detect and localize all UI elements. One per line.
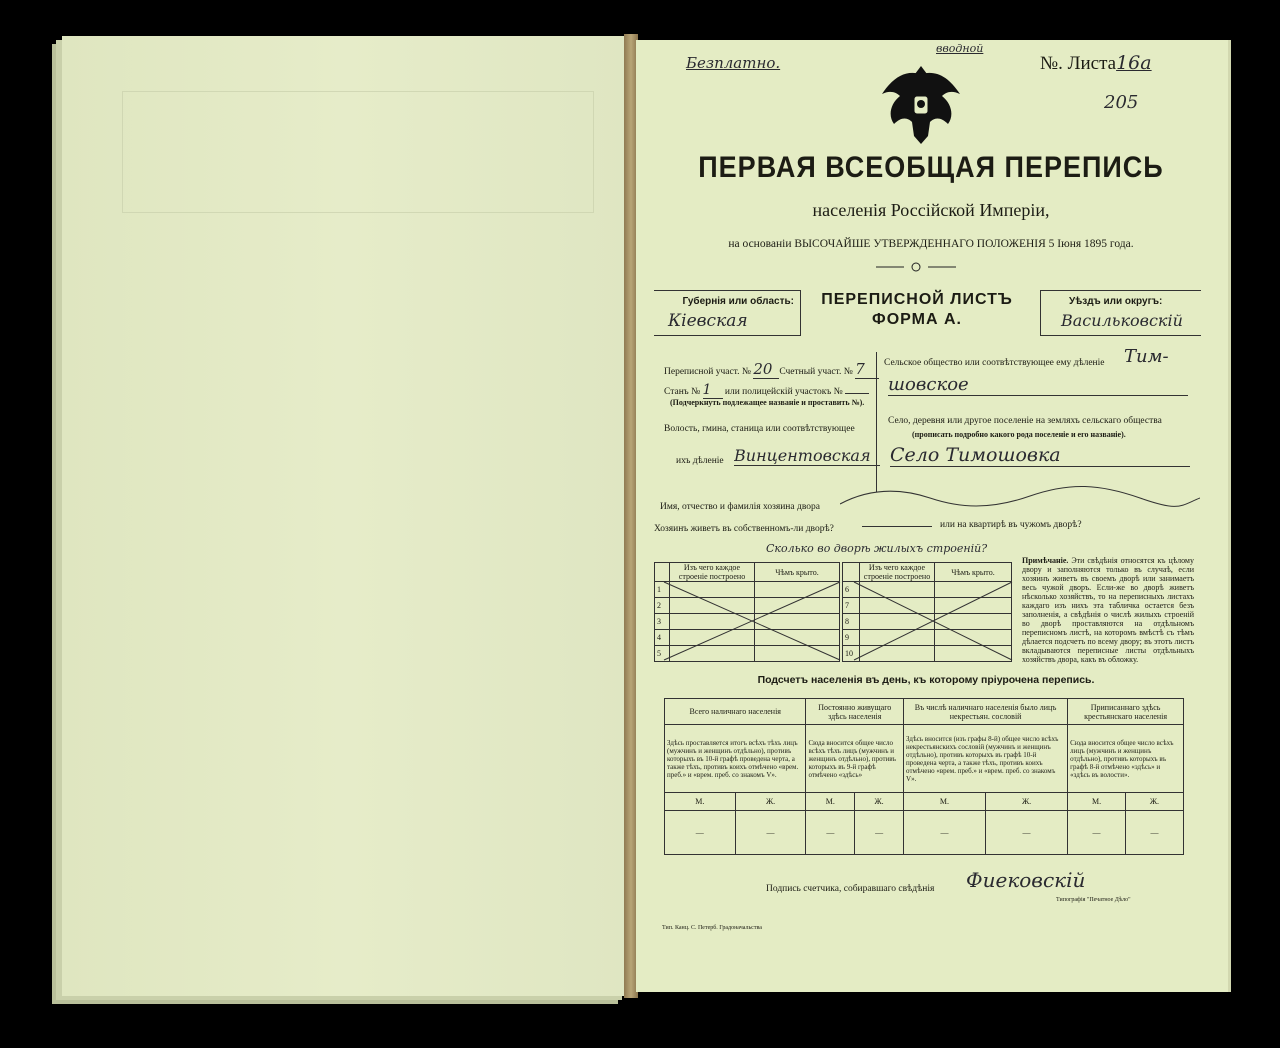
population-count-table [664,698,1184,855]
form-title: ПЕРЕПИСНОЙ ЛИСТЪ [821,291,1013,308]
village-note: (прописать подробно какого рода поселеніе и его названіе). [912,430,1126,439]
signature-label: Подпись счетчика, собиравшаго свѣдѣнія [766,884,935,894]
count-cell: — [1068,811,1126,855]
row-number: 8 [843,614,860,630]
census-subtitle: населенія Россійской Имперіи, [812,200,1050,220]
row-number: 3 [655,614,670,630]
row-number: 5 [655,646,670,662]
sheet-number [1040,52,1152,75]
form-title-block [806,290,1028,330]
underline-note: (Подчеркнуть подлежащее названіе и проставить №). [670,398,865,407]
col-material-left: Изъ чего каждое строеніе построено [670,563,755,582]
count-col-head: Всего наличнаго населенія [665,699,806,725]
row-number: 1 [655,582,670,598]
stan-label: Станъ № [664,387,701,397]
sheet-number-label: №. Листа [1040,53,1117,74]
col-roof-right: Чѣмъ крыто. [935,563,1012,582]
count-col-head: Приписаннаго здѣсь крестьянскаго населенія [1068,699,1184,725]
lives-label: Хозяинъ живетъ въ собственномъ-ли дворѣ? [654,524,834,534]
schet-label: Счетный участ. № [779,367,853,377]
form-name: ФОРМА А. [872,311,962,328]
sex-f: Ж. [855,793,904,811]
village-value: Село Тимошовка [890,444,1190,467]
uchast-value: 20 [753,360,779,379]
note-body: Эти свѣдѣнія относятся къ цѣлому двору и заполняются только въ случаѣ, если хозяинъ живетъ въ своемъ дворѣ или занимаетъ весь чужой дворъ. Если-же во дворѣ живетъ нѣсколько хозяйствъ, то на переписныхъ листахъ каждаго изъ нихъ эта табличка остается безъ заполненія, а свѣдѣнія о числѣ жилыхъ строеній во дворѣ проставляются на отдѣльномъ переписномъ листѣ, на которомъ вмѣстѣ съ тѣмъ дѣлается подсчетъ по всему двору; въ этотъ листъ вкладываются переписные листы отдѣльныхъ хозяйствъ двора, какъ въ обложку. [1022,556,1194,664]
row-number: 4 [655,630,670,646]
faint-bleedthrough-table [122,91,594,213]
imprint-right: Типографія "Печатное Дѣло" [1056,897,1131,903]
sheet-number-value: 16а [1116,52,1152,74]
col-material-right: Изъ чего каждое строеніе построено [860,563,935,582]
count-cell: — [985,811,1067,855]
sex-m: М. [904,793,986,811]
count-col-body: Здѣсь вносится (изъ графы 8-й) общее число всѣхъ некрестьянскихъ сословій (мужчинъ и женщинъ отдѣльно), противъ которыхъ въ графѣ 10-й проведена черта, а также тѣхъ, противъ коихъ отмѣчено «врем. преб.» и «врем. преб. со знакомъ V». [904,725,1068,793]
count-col-body: Здѣсь проставляется итогъ всѣхъ тѣхъ лицъ (мужчинъ и женщинъ отдѣльно), противъ которыхъ въ 10-й графѣ проведена черта, а также тѣхъ, противъ коихъ отмѣчено «врем. преб.» и «врем. преб. со знакомъ V». [665,725,806,793]
uezd-value: Васильковскій [1061,311,1183,330]
free-label: Безплатно. [686,54,781,72]
sex-m: М. [806,793,855,811]
count-col-body: Сюда вносится общее число всѣхъ тѣхъ лицъ (мужчинъ и женщинъ отдѣльно), противъ которыхъ въ 9-й графѣ отмѣчено «здѣсь» [806,725,904,793]
count-col-head: Постоянно живущаго здѣсь населенія [806,699,904,725]
row-number: 9 [843,630,860,646]
uezd-label: Уѣздъ или округъ: [1069,296,1163,307]
census-legal-basis: на основаніи ВЫСОЧАЙШЕ УТВЕРЖДЕННАГО ПОЛОЖЕНІЯ 5 Іюня 1895 года. [728,238,1134,250]
owner-scribble [840,484,1200,514]
police-label: или полицейскій участокъ № [724,387,843,397]
gubernia-box [654,290,801,336]
count-cell: — [735,811,806,855]
signature-value: Фиековскій [966,868,1086,892]
count-title: Подсчетъ населенія въ день, къ которому пріурочена перепись. [757,674,1095,686]
sex-f: Ж. [735,793,806,811]
sex-f: Ж. [985,793,1067,811]
imprint-left: Тип. Канц. С. Петерб. Градоначальства [662,925,762,931]
volost-label: Волость, гмина, станица или соотвѣтствующее [664,424,855,434]
village-label: Село, деревня или другое поселеніе на земляхъ сельскаго общества [888,416,1162,426]
row-number: 6 [843,582,860,598]
gubernia-value: Кіевская [668,311,748,331]
row-number: 2 [655,598,670,614]
volost-label-2: ихъ дѣленіе [676,456,724,466]
society-value-1: Тим- [1124,346,1169,367]
society-label: Сельское общество или соотвѣтствующее ему дѣленіе [884,358,1105,368]
count-cell: — [855,811,904,855]
stan-row [664,382,869,399]
count-cell: — [904,811,986,855]
society-value-2: шовское [888,374,1188,396]
stan-value: 1 [703,382,723,399]
count-cell: — [665,811,736,855]
owner-label: Имя, отчество и фамилія хозяина двора [660,502,820,512]
gubernia-label: Губернія или область: [682,296,794,307]
sex-m: М. [1068,793,1126,811]
imperial-eagle-emblem [876,60,966,146]
volost-value: Винцентовская [734,446,880,466]
row-number: 10 [843,646,860,662]
police-value [845,393,869,394]
note-title: Примѣчаніе. [1022,556,1069,565]
left-page [62,36,628,996]
sex-f: Ж. [1125,793,1183,811]
buildings-note [1022,556,1194,664]
census-main-title: ПЕРВАЯ ВСЕОБЩАЯ ПЕРЕПИСЬ [698,150,1164,184]
page-number: 205 [1104,92,1139,113]
count-col-head: Въ числѣ наличнаго населенія было лицъ некрестьян. сословій [904,699,1068,725]
col-roof-left: Чѣмъ крыто. [755,563,840,582]
or-rent-label: или на квартирѣ въ чужомъ дворѣ? [940,520,1082,530]
census-form-page [636,40,1231,992]
count-cell: — [806,811,855,855]
ornament-divider [876,260,956,274]
buildings-title: Сколько во дворѣ жилыхъ строеній? [766,542,988,555]
count-cell: — [1125,811,1183,855]
count-col-body: Сюда вносится общее число всѣхъ лицъ (мужчинъ и женщинъ отдѣльно), противъ которыхъ въ графѣ 8-й отмѣчено «здѣсь» и «здѣсь въ волости». [1068,725,1184,793]
buildings-crossout [654,580,1014,662]
schet-value: 7 [855,360,879,379]
uchast-row [664,360,879,379]
uchast-label: Переписной участ. № [664,367,751,377]
lives-line [862,526,932,527]
row-number: 7 [843,598,860,614]
sex-m: М. [665,793,736,811]
top-handwritten-note: вводной [936,42,984,55]
uezd-box [1040,290,1201,336]
